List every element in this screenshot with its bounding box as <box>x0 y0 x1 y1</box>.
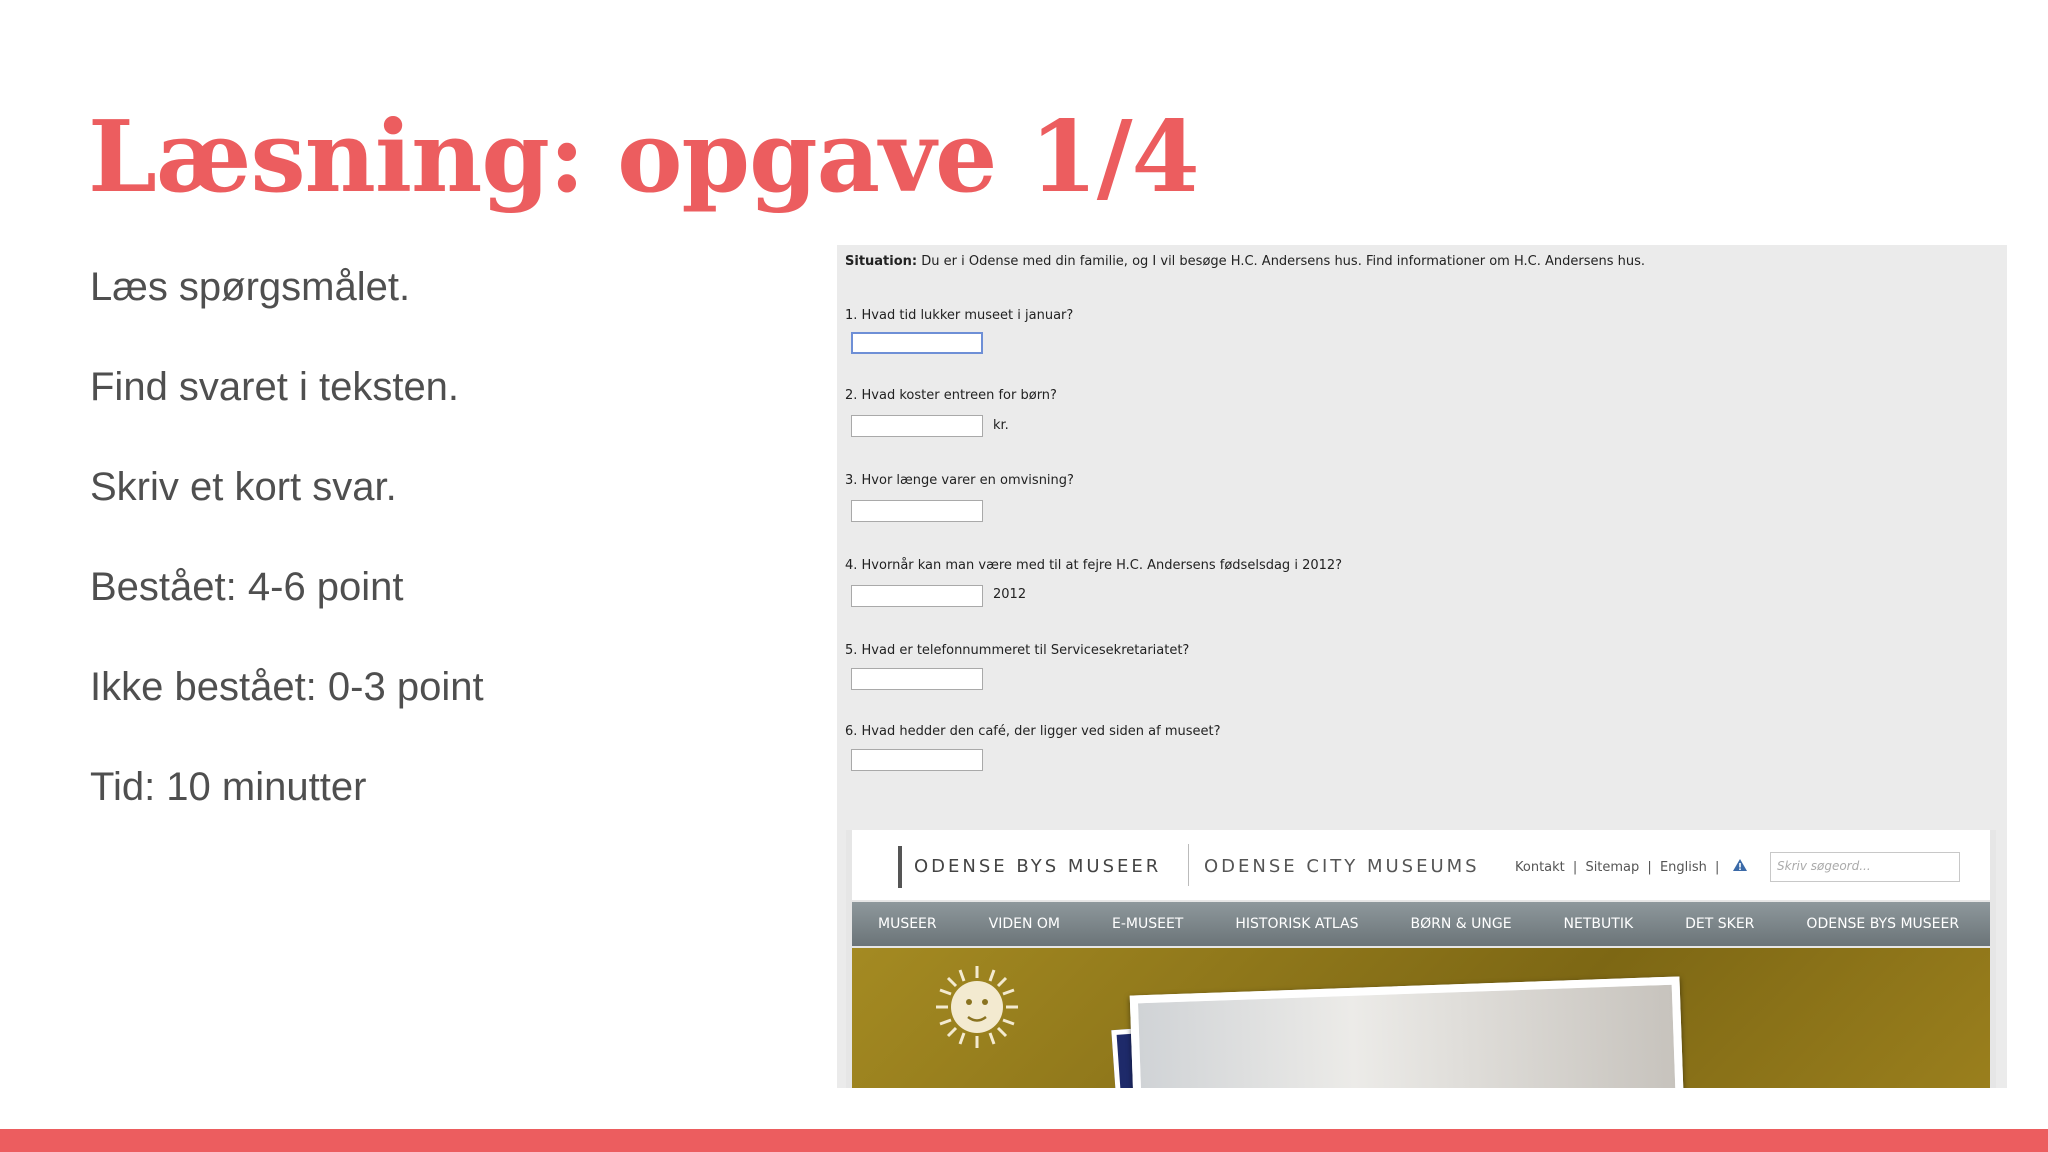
brand-danish[interactable]: ODENSE BYS MUSEER <box>914 856 1162 877</box>
answer-4-suffix: 2012 <box>993 587 1027 602</box>
answer-2-input[interactable] <box>851 415 983 437</box>
question-4: 4. Hvornår kan man være med til at fejre H.C. Andersens fødselsdag i 2012? <box>845 558 1343 573</box>
situation-text <box>845 253 1995 271</box>
sun-lion-logo-icon <box>932 962 1022 1052</box>
instruction-find-answer: Find svaret i teksten. <box>90 365 460 409</box>
site-search-input[interactable]: Skriv søgeord... <box>1770 852 1960 882</box>
brand-english[interactable]: ODENSE CITY MUSEUMS <box>1204 856 1480 877</box>
answer-1-input[interactable] <box>851 332 983 354</box>
link-kontakt[interactable]: Kontakt <box>1515 860 1565 875</box>
nav-det-sker[interactable]: DET SKER <box>1685 916 1755 932</box>
instruction-time-limit: Tid: 10 minutter <box>90 765 367 809</box>
link-separator: | <box>1572 860 1578 875</box>
banner-photo-image <box>1138 985 1676 1088</box>
link-english[interactable]: English <box>1659 860 1707 875</box>
question-6: 6. Hvad hedder den café, der ligger ved siden af museet? <box>845 724 1221 739</box>
answer-2-suffix: kr. <box>993 418 1009 433</box>
instruction-read-question: Læs spørgsmålet. <box>90 265 411 309</box>
answer-4-input[interactable] <box>851 585 983 607</box>
slide-title: Læsning: opgave 1/4 <box>88 100 1199 215</box>
embedded-screenshot <box>837 245 2007 1088</box>
instruction-write-answer: Skriv et kort svar. <box>90 465 397 509</box>
link-sitemap[interactable]: Sitemap <box>1585 860 1640 875</box>
question-2: 2. Hvad koster entreen for børn? <box>845 388 1057 403</box>
answer-5-input[interactable] <box>851 668 983 690</box>
question-1: 1. Hvad tid lukker museet i januar? <box>845 308 1074 323</box>
link-separator: | <box>1647 860 1652 875</box>
nav-e-museet[interactable]: E-MUSEET <box>1112 916 1184 932</box>
nav-odense-bys-museer[interactable]: ODENSE BYS MUSEER <box>1806 916 1960 932</box>
instructions-list <box>90 262 810 862</box>
nav-museer[interactable]: MUSEER <box>878 916 937 932</box>
warning-triangle-icon[interactable] <box>1732 858 1748 872</box>
site-banner <box>852 948 1990 1088</box>
museum-website <box>846 830 1996 1088</box>
link-separator: | <box>1715 860 1720 875</box>
nav-born-unge[interactable]: BØRN & UNGE <box>1410 916 1512 932</box>
question-5: 5. Hvad er telefonnummeret til Servicesekretariatet? <box>845 643 1190 658</box>
instruction-fail-score: Ikke bestået: 0-3 point <box>90 665 484 709</box>
nav-netbutik[interactable]: NETBUTIK <box>1563 916 1634 932</box>
site-header <box>852 830 1990 900</box>
brand-bar <box>898 846 902 888</box>
situation-body: Du er i Odense med din familie, og I vil besøge H.C. Andersens hus. Find informationer om H.C. Andersens hus. <box>917 254 1646 269</box>
situation-label: Situation: <box>845 254 918 269</box>
banner-photo <box>1130 976 1685 1088</box>
bottom-accent-bar <box>0 1129 2048 1152</box>
answer-6-input[interactable] <box>851 749 983 771</box>
question-3: 3. Hvor længe varer en omvisning? <box>845 473 1074 488</box>
nav-historisk-atlas[interactable]: HISTORISK ATLAS <box>1235 916 1359 932</box>
answer-3-input[interactable] <box>851 500 983 522</box>
brand-separator <box>1188 844 1189 886</box>
site-nav <box>852 902 1990 946</box>
instruction-pass-score: Bestået: 4-6 point <box>90 565 404 609</box>
top-links <box>1515 858 1748 875</box>
nav-viden-om[interactable]: VIDEN OM <box>988 916 1060 932</box>
